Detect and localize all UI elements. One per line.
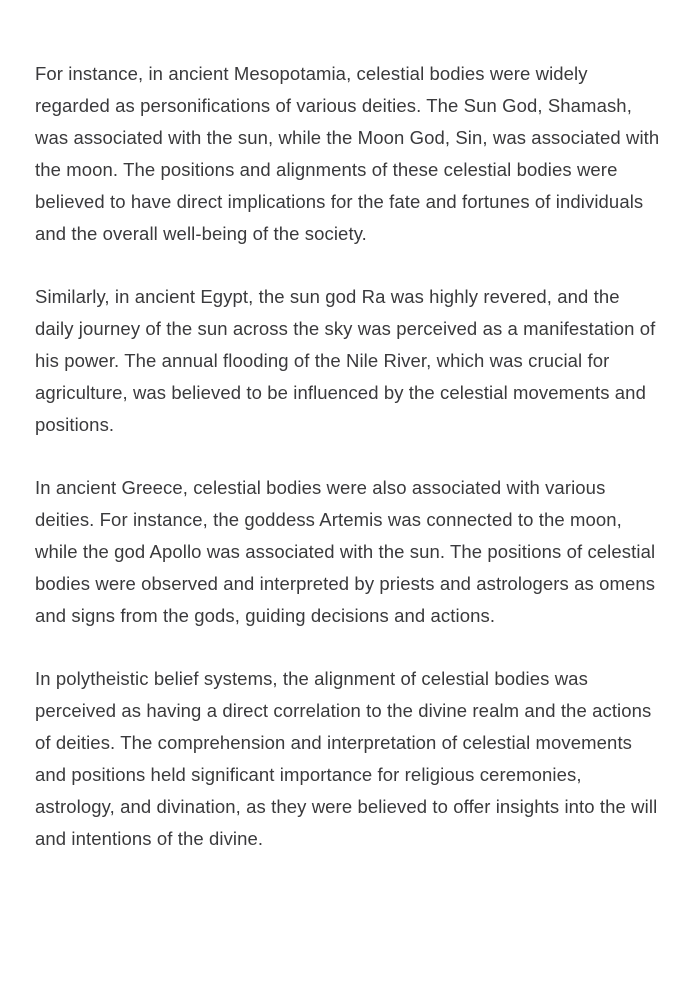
paragraph-egypt: Similarly, in ancient Egypt, the sun god Ra was highly revered, and the daily journey of the sun across the sky was perceived as a manifestation of his power. The annual flooding of the Nile River, which was crucial for agriculture, was believed to be influenced by the celestial movements and positions.: [35, 286, 656, 435]
paragraph-mesopotamia: For instance, in ancient Mesopotamia, celestial bodies were widely regarded as personifications of various deities. The Sun God, Shamash, was associated with the sun, while the Moon God, Sin, was associated with the moon. The positions and alignments of these celestial bodies were believed to have direct implications for the fate and fortunes of individuals and the overall well-being of the society.: [35, 63, 660, 244]
paragraph-greece: In ancient Greece, celestial bodies were also associated with various deities. For instance, the goddess Artemis was connected to the moon, while the god Apollo was associated with the sun. The positions of celestial bodies were observed and interpreted by priests and astrologers as omens and signs from the gods, guiding decisions and actions.: [35, 477, 656, 626]
paragraph-polytheistic: In polytheistic belief systems, the alignment of celestial bodies was perceived as having a direct correlation to the divine realm and the actions of deities. The comprehension and interpretation of celestial movements and positions held significant importance for religious ceremonies, astrology, and divination, as they were believed to offer insights into the will and intentions of the divine.: [35, 668, 658, 849]
